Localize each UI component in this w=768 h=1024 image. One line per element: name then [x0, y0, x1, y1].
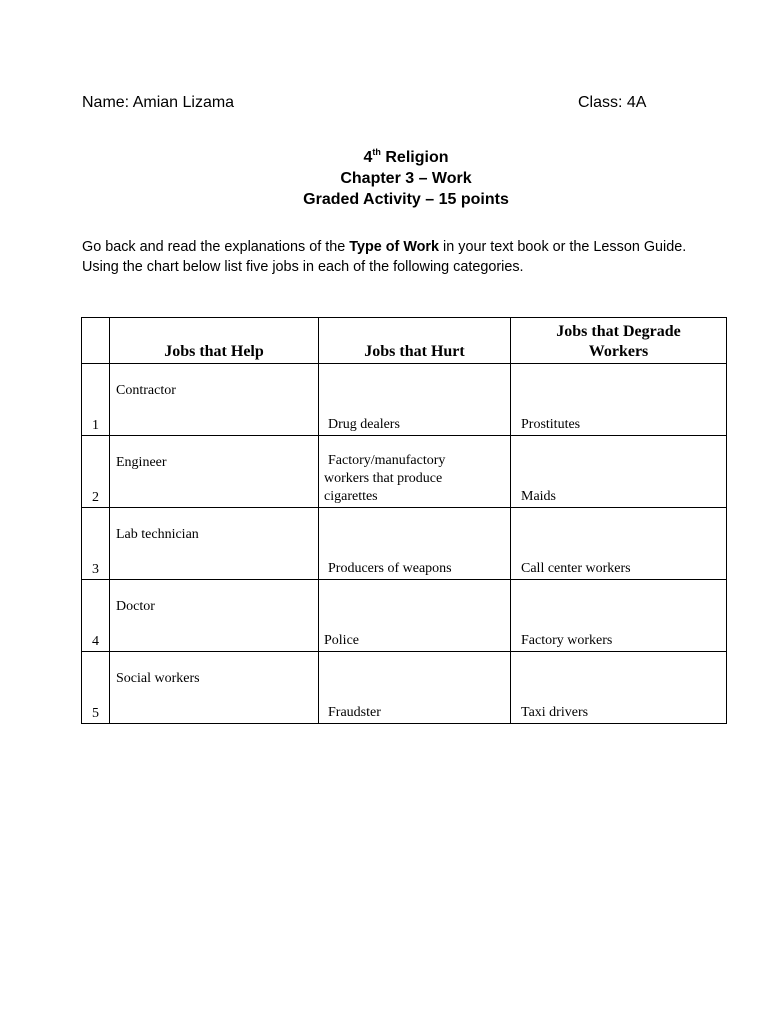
- cell-help: Doctor: [110, 580, 319, 652]
- table-header-row: [82, 318, 727, 364]
- cell-hurt: Drug dealers: [319, 364, 511, 436]
- cell-hurt: Producers of weapons: [319, 508, 511, 580]
- cell-hurt: Fraudster: [319, 652, 511, 724]
- header-number: [82, 318, 110, 364]
- row-number: 5: [82, 652, 110, 724]
- table-row: [82, 364, 727, 436]
- activity-title: Graded Activity – 15 points: [303, 191, 509, 208]
- cell-help: Lab technician: [110, 508, 319, 580]
- cell-hurt: [319, 436, 511, 508]
- jobs-table: [81, 317, 727, 724]
- instructions-text-1: Go back and read the explanations of the: [82, 239, 350, 255]
- subject-title: Religion: [385, 149, 449, 166]
- course-title: [0, 147, 768, 168]
- cell-help: Contractor: [110, 364, 319, 436]
- header-jobs-hurt: Jobs that Hurt: [319, 318, 511, 364]
- row-number: 3: [82, 508, 110, 580]
- instructions-paragraph: [82, 237, 692, 277]
- cell-help: Social workers: [110, 652, 319, 724]
- header-jobs-help: Jobs that Help: [110, 318, 319, 364]
- cell-hurt-line: Factory/manufactory: [328, 453, 446, 468]
- grade-number: 4: [363, 149, 373, 166]
- table-row: [82, 508, 727, 580]
- header-jobs-degrade: [511, 318, 727, 364]
- cell-degrade: Taxi drivers: [511, 652, 727, 724]
- document-title-block: [0, 147, 768, 210]
- row-number: 4: [82, 580, 110, 652]
- cell-degrade: Factory workers: [511, 580, 727, 652]
- header-degrade-line-2: Workers: [588, 343, 649, 360]
- class-label: Class: 4A: [578, 94, 647, 111]
- cell-hurt-line: cigarettes: [324, 489, 378, 504]
- table-row: [82, 580, 727, 652]
- cell-degrade: Call center workers: [511, 508, 727, 580]
- grade-suffix: th: [372, 146, 381, 157]
- instructions-bold-term: Type of Work: [349, 239, 440, 255]
- cell-hurt-line: workers that produce: [324, 471, 443, 486]
- instructions-text-2: in your text book or the Lesson Guide. Using the chart below list five jobs in each of the following categories.: [82, 239, 687, 275]
- table-row: [82, 436, 727, 508]
- cell-hurt: Police: [319, 580, 511, 652]
- row-number: 1: [82, 364, 110, 436]
- table-row: [82, 652, 727, 724]
- chapter-title: Chapter 3 – Work: [340, 170, 472, 187]
- row-number: 2: [82, 436, 110, 508]
- cell-help: Engineer: [110, 436, 319, 508]
- cell-degrade: Maids: [511, 436, 727, 508]
- student-name: Name: Amian Lizama: [82, 94, 235, 111]
- header-degrade-line-1: Jobs that Degrade: [556, 323, 681, 340]
- cell-degrade: Prostitutes: [511, 364, 727, 436]
